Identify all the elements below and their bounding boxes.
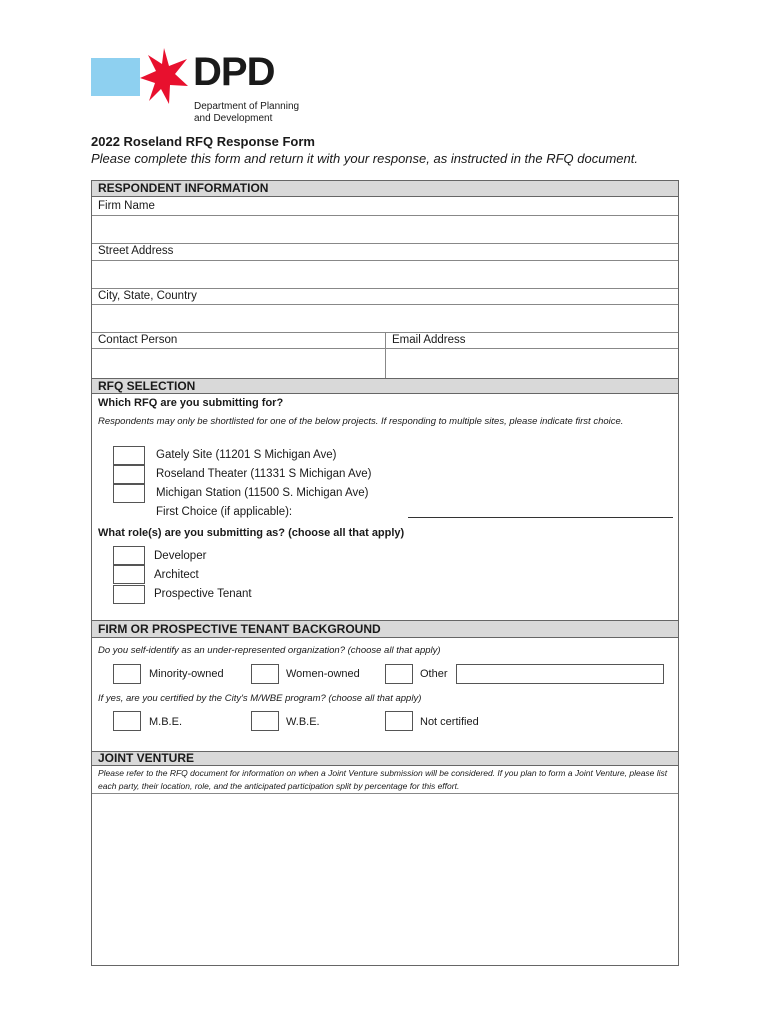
street-address-label: Street Address [98, 245, 174, 257]
firm-name-label: Firm Name [98, 200, 155, 212]
site-checkbox-michigan-station[interactable] [113, 484, 145, 503]
street-address-field[interactable] [92, 260, 678, 289]
logo-subtitle: Department of Planning and Development [194, 101, 300, 124]
logo-blue-square [91, 58, 140, 96]
cert-option-wbe: W.B.E. [286, 716, 320, 728]
site-option-gately: Gately Site (11201 S Michigan Ave) [156, 449, 337, 461]
org-option-women-owned: Women-owned [286, 668, 360, 680]
city-state-country-label: City, State, Country [98, 290, 197, 302]
joint-venture-field[interactable] [92, 793, 678, 966]
section-rfq-heading: RFQ SELECTION [92, 378, 678, 394]
cert-checkbox-mbe[interactable] [113, 711, 141, 731]
firm-name-field[interactable] [92, 215, 678, 244]
cert-option-mbe: M.B.E. [149, 716, 183, 728]
org-option-other: Other [420, 668, 448, 680]
email-address-field[interactable] [386, 348, 678, 378]
cert-question: If yes, are you certified by the City's M/WBE program? (choose all that apply) [98, 693, 422, 704]
role-checkbox-prospective-tenant[interactable] [113, 585, 145, 604]
first-choice-label: First Choice (if applicable): [156, 506, 293, 518]
role-question: What role(s) are you submitting as? (choose all that apply) [98, 527, 405, 539]
form-frame [91, 180, 679, 966]
site-option-roseland-theater: Roseland Theater (11331 S Michigan Ave) [156, 468, 372, 480]
cert-checkbox-not-certified[interactable] [385, 711, 413, 731]
logo-wordmark: DPD [193, 50, 275, 94]
joint-venture-note: Please refer to the RFQ document for information on when a Joint Venture submission will be considered. If you plan to form a Joint Venture, please list each party, their location, role, and the anticipated participation split by percentage for this effort. [98, 768, 668, 791]
org-other-field[interactable] [456, 664, 664, 684]
role-checkbox-architect[interactable] [113, 565, 145, 584]
cert-checkbox-wbe[interactable] [251, 711, 279, 731]
role-checkbox-developer[interactable] [113, 546, 145, 565]
section-joint-venture-heading: JOINT VENTURE [92, 751, 678, 766]
document-subtitle: Please complete this form and return it with your response, as instructed in the RFQ document. [91, 151, 638, 166]
first-choice-field[interactable] [408, 505, 673, 518]
contact-person-field[interactable] [92, 348, 385, 378]
site-checkbox-gately[interactable] [113, 446, 145, 465]
email-address-label: Email Address [392, 334, 466, 346]
city-state-country-field[interactable] [92, 304, 678, 333]
section-respondent-heading: RESPONDENT INFORMATION [92, 181, 678, 197]
org-option-minority-owned: Minority-owned [149, 668, 224, 680]
org-checkbox-other[interactable] [385, 664, 413, 684]
rfq-note: Respondents may only be shortlisted for one of the below projects. If responding to multiple sites, please indicate first choice. [98, 416, 624, 427]
org-checkbox-minority-owned[interactable] [113, 664, 141, 684]
chicago-star-icon [140, 47, 188, 105]
role-option-developer: Developer [154, 550, 207, 562]
document-title: 2022 Roseland RFQ Response Form [91, 134, 315, 149]
cert-option-not-certified: Not certified [420, 716, 479, 728]
role-option-prospective-tenant: Prospective Tenant [154, 588, 252, 600]
rfq-question: Which RFQ are you submitting for? [98, 397, 284, 409]
site-option-michigan-station: Michigan Station (11500 S. Michigan Ave) [156, 487, 369, 499]
site-checkbox-roseland-theater[interactable] [113, 465, 145, 484]
contact-person-label: Contact Person [98, 334, 178, 346]
role-option-architect: Architect [154, 569, 199, 581]
org-question: Do you self-identify as an under-represented organization? (choose all that apply) [98, 645, 441, 656]
org-checkbox-women-owned[interactable] [251, 664, 279, 684]
section-background-heading: FIRM OR PROSPECTIVE TENANT BACKGROUND [92, 620, 678, 638]
